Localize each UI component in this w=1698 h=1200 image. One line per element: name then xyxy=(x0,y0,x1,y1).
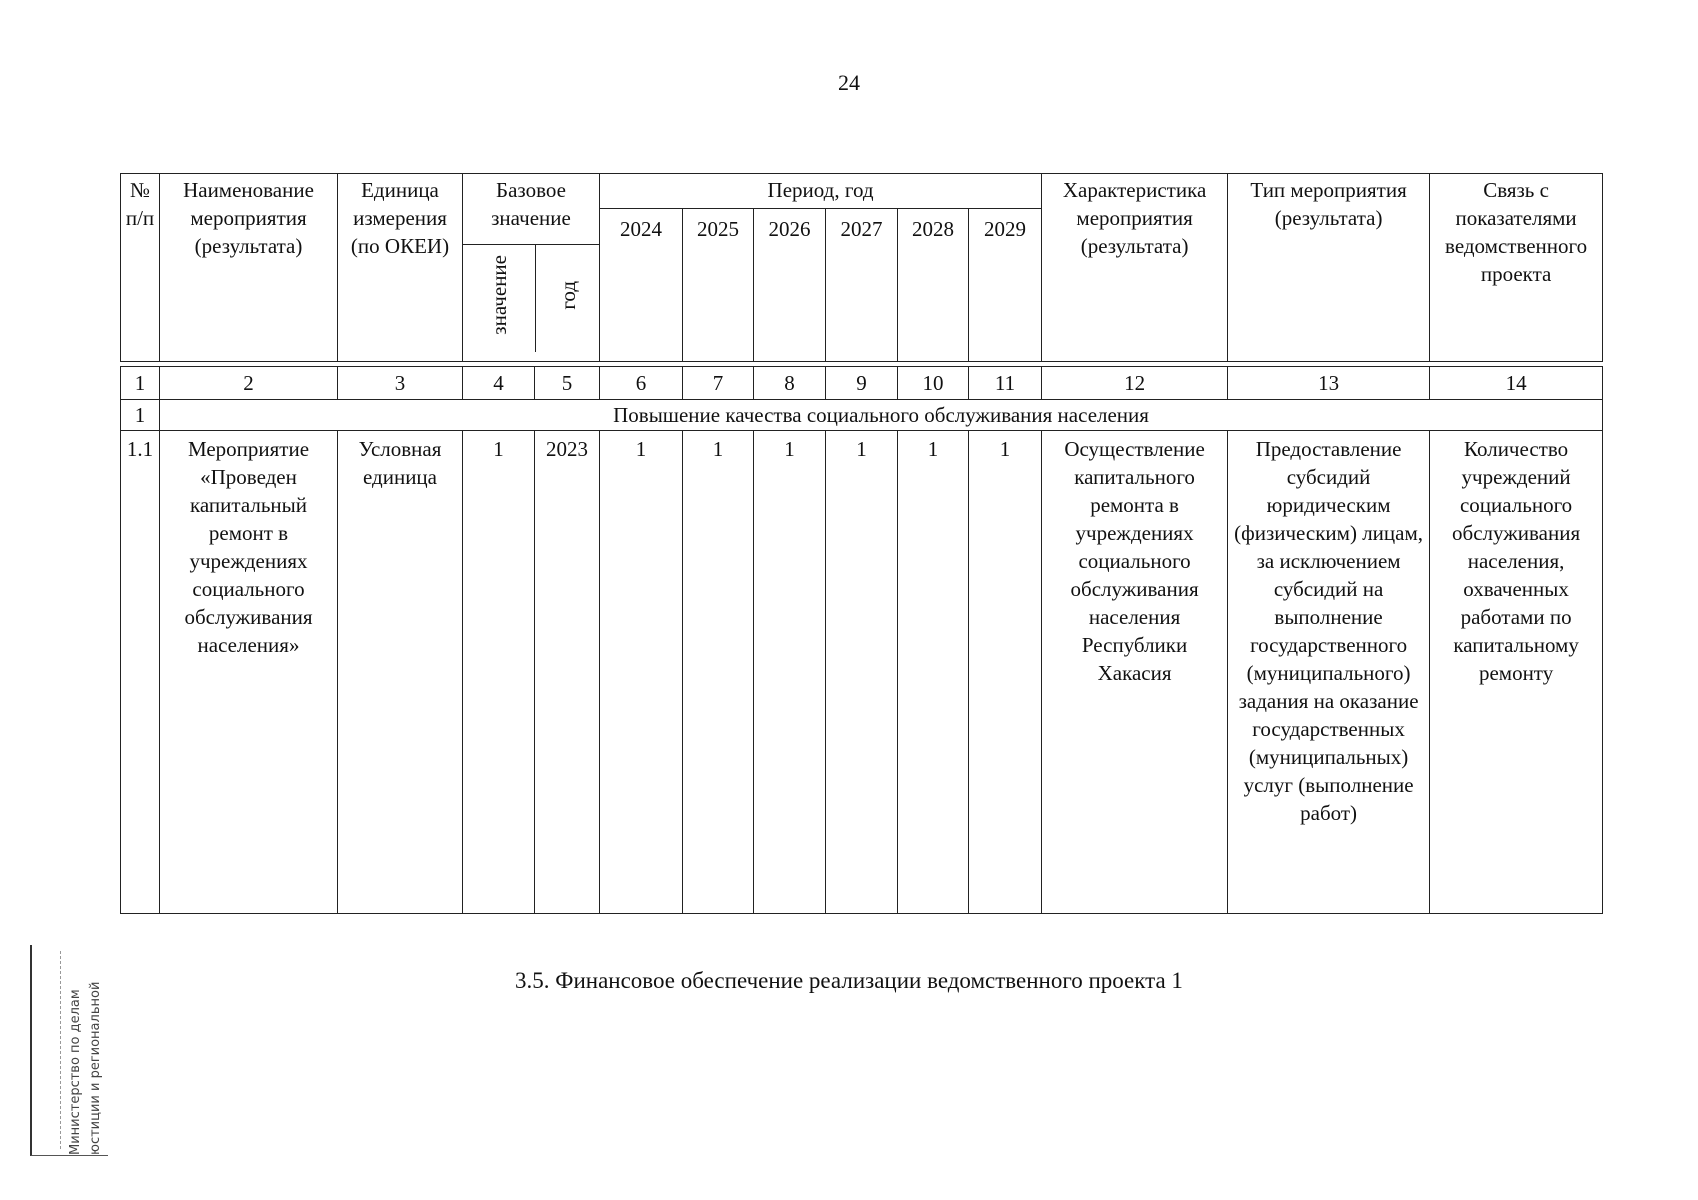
column-numbers-row xyxy=(121,367,1603,400)
column-number: 8 xyxy=(754,367,826,400)
row-year-value: 1 xyxy=(683,431,754,914)
row-year-value: 1 xyxy=(600,431,683,914)
row-unit: Условная единица xyxy=(338,431,463,914)
header-base xyxy=(463,174,600,362)
registration-stamp xyxy=(30,945,108,1156)
header-base-label: Базовое значение xyxy=(491,178,571,230)
column-number: 11 xyxy=(969,367,1042,400)
table-row xyxy=(121,431,1603,914)
section-title: Повышение качества социального обслуживания населения xyxy=(160,400,1603,431)
header-row xyxy=(121,174,1603,209)
header-year: 2027 xyxy=(826,209,898,362)
row-base-value: 1 xyxy=(463,431,535,914)
row-base-year: 2023 xyxy=(535,431,600,914)
header-year: 2026 xyxy=(754,209,826,362)
row-characteristic: Осуществление капитального ремонта в учреждениях социального обслуживания населения Республики Хакасия xyxy=(1042,431,1228,914)
section-row xyxy=(121,400,1603,431)
column-number: 6 xyxy=(600,367,683,400)
activities-table xyxy=(120,173,1603,914)
header-year: 2024 xyxy=(600,209,683,362)
header-year: 2028 xyxy=(898,209,969,362)
row-year-value: 1 xyxy=(826,431,898,914)
header-link: Связь с показателями ведомственного проекта xyxy=(1430,174,1603,362)
section-number: 1 xyxy=(121,400,160,431)
column-number: 10 xyxy=(898,367,969,400)
header-num: № п/п xyxy=(121,174,160,362)
column-number: 9 xyxy=(826,367,898,400)
page-number: 24 xyxy=(838,70,860,95)
stamp-text-line: Министерство по делам xyxy=(68,989,83,1155)
row-type: Предоставление субсидий юридическим (физическим) лицам, за исключением субсидий на выполнение государственного (муниципального) задания на оказание государственных (муниципальных) услуг (выполнение работ) xyxy=(1228,431,1430,914)
header-name: Наименование мероприятия (результата) xyxy=(160,174,338,362)
header-unit: Единица измерения (по ОКЕИ) xyxy=(338,174,463,362)
column-number: 2 xyxy=(160,367,338,400)
column-number: 3 xyxy=(338,367,463,400)
header-base-year: год xyxy=(536,245,600,353)
column-number: 5 xyxy=(535,367,600,400)
row-year-value: 1 xyxy=(898,431,969,914)
column-number: 14 xyxy=(1430,367,1603,400)
column-number: 1 xyxy=(121,367,160,400)
row-year-value: 1 xyxy=(969,431,1042,914)
column-number: 7 xyxy=(683,367,754,400)
header-base-value: значение xyxy=(463,245,536,353)
column-number: 13 xyxy=(1228,367,1430,400)
section-caption: 3.5. Финансовое обеспечение реализации ведомственного проекта 1 xyxy=(515,968,1183,993)
row-number: 1.1 xyxy=(121,431,160,914)
base-subheader xyxy=(463,244,599,352)
stamp-rule xyxy=(60,951,61,1149)
row-year-value: 1 xyxy=(754,431,826,914)
header-type: Тип мероприятия (результата) xyxy=(1228,174,1430,362)
column-number: 12 xyxy=(1042,367,1228,400)
header-characteristic: Характеристика мероприятия (результата) xyxy=(1042,174,1228,362)
header-year: 2025 xyxy=(683,209,754,362)
header-period: Период, год xyxy=(600,174,1042,209)
row-name: Мероприятие «Проведен капитальный ремонт в учреждениях социального обслуживания населения» xyxy=(160,431,338,914)
column-number: 4 xyxy=(463,367,535,400)
stamp-text-line: юстиции и региональной xyxy=(88,981,103,1155)
header-year: 2029 xyxy=(969,209,1042,362)
row-link: Количество учреждений социального обслуживания населения, охваченных работами по капитальному ремонту xyxy=(1430,431,1603,914)
